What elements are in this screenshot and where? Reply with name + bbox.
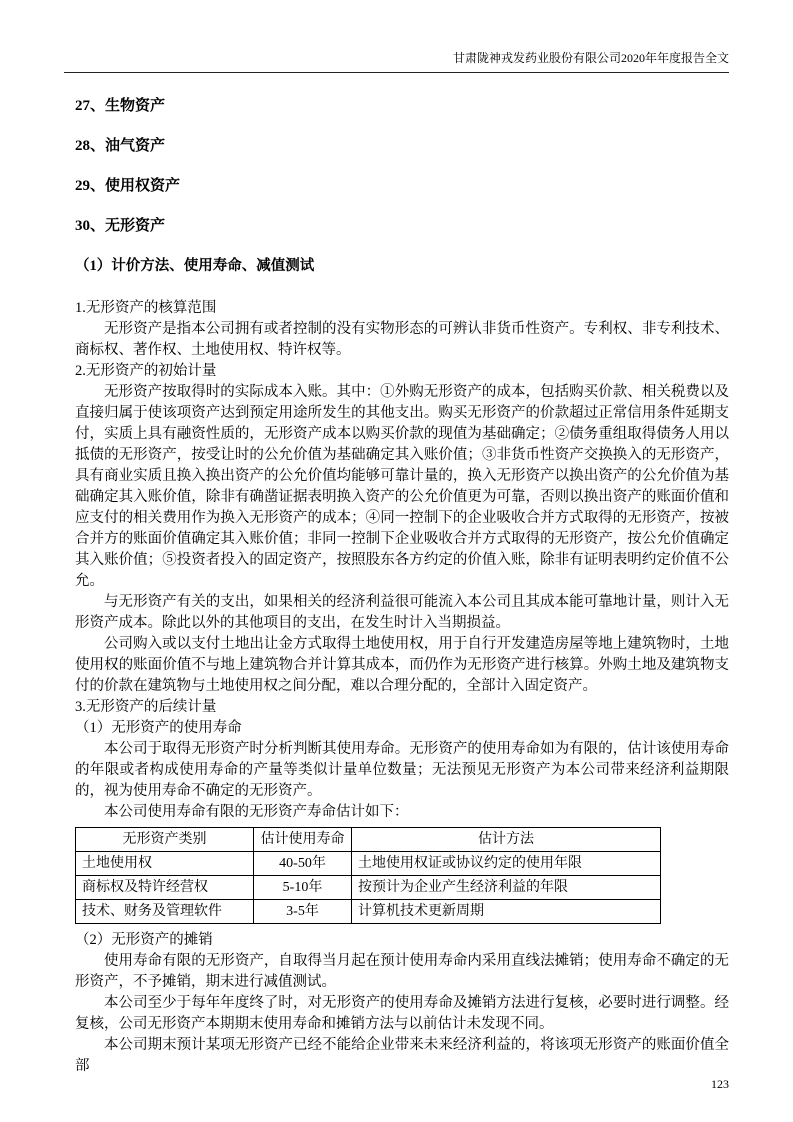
section2-paragraph-2: 与无形资产有关的支出，如果相关的经济利益很可能流入本公司且其成本能可靠地计量，则计入无形资产成本。除此以外的其他项目的支出，在发生时计入当期损益。 <box>75 594 729 631</box>
table-header-category: 无形资产类别 <box>76 828 254 852</box>
section2-title: 2.无形资产的初始计量 <box>75 363 217 379</box>
page-number: 123 <box>711 1077 729 1091</box>
table-cell-method: 按预计为企业产生经济利益的年限 <box>352 876 661 900</box>
section3-sub2-title: （2）无形资产的摊销 <box>75 932 213 948</box>
section3-paragraph-2: 本公司使用寿命有限的无形资产寿命估计如下： <box>104 804 409 820</box>
heading-intangible-assets: 30、无形资产 <box>75 218 166 234</box>
heading-valuation-method: （1）计价方法、使用寿命、减值测试 <box>75 258 315 274</box>
heading-oil-gas-assets: 28、油气资产 <box>75 138 166 154</box>
section1-title: 1.无形资产的核算范围 <box>75 300 217 316</box>
section3-sub1-title: （1）无形资产的使用寿命 <box>75 720 242 736</box>
section3-paragraph-4: 本公司至少于每年年度终了时，对无形资产的使用寿命及摊销方法进行复核，必要时进行调整。经复核，公司无形资产本期期末使用寿命和摊销方法与以前估计未发现不同。 <box>75 995 729 1032</box>
table-header-estimate-method: 估计方法 <box>352 828 661 852</box>
table-row <box>76 876 661 900</box>
table-cell-category: 技术、财务及管理软件 <box>76 900 254 924</box>
table-cell-category: 商标权及特许经营权 <box>76 876 254 900</box>
table-cell-useful-life: 5-10年 <box>254 876 352 900</box>
section1-paragraph: 无形资产是指本公司拥有或者控制的没有实物形态的可辨认非货币性资产。专利权、非专利技术、商标权、著作权、土地使用权、特许权等。 <box>75 321 729 358</box>
table-cell-useful-life: 40-50年 <box>254 852 352 876</box>
section3-paragraph-1: 本公司于取得无形资产时分析判断其使用寿命。无形资产的使用寿命如为有限的，估计该使用寿命的年限或者构成使用寿命的产量等类似计量单位数量；无法预见无形资产为本公司带来经济利益期限的，视为使用寿命不确定的无形资产。 <box>75 741 729 799</box>
section3-title: 3.无形资产的后续计量 <box>75 699 217 715</box>
table-row <box>76 900 661 924</box>
table-cell-method: 土地使用权证或协议约定的使用年限 <box>352 852 661 876</box>
section2-paragraph-3: 公司购入或以支付土地出让金方式取得土地使用权，用于自行开发建造房屋等地上建筑物时，土地使用权的账面价值不与地上建筑物合并计算其成本，而仍作为无形资产进行核算。外购土地及建筑物支付的价款在建筑物与土地使用权之间分配，难以合理分配的，全部计入固定资产。 <box>75 636 729 694</box>
table-cell-category: 土地使用权 <box>76 852 254 876</box>
content-area <box>75 96 729 1077</box>
section3-paragraph-3: 使用寿命有限的无形资产，自取得当月起在预计使用寿命内采用直线法摊销；使用寿命不确定的无形资产，不予摊销，期末进行减值测试。 <box>75 953 729 990</box>
section3-paragraph-5: 本公司期末预计某项无形资产已经不能给企业带来未来经济利益的，将该项无形资产的账面价值全部 <box>75 1037 729 1074</box>
table-cell-method: 计算机技术更新周期 <box>352 900 661 924</box>
table-cell-useful-life: 3-5年 <box>254 900 352 924</box>
table-row <box>76 852 661 876</box>
heading-right-of-use-assets: 29、使用权资产 <box>75 178 181 194</box>
page-header <box>64 50 729 73</box>
section2-paragraph-1: 无形资产按取得时的实际成本入账。其中：①外购无形资产的成本，包括购买价款、相关税费以及直接归属于使该项资产达到预定用途所发生的其他支出。购买无形资产的价款超过正常信用条件延期支付，实质上具有融资性质的，无形资产成本以购买价款的现值为基础确定；②债务重组取得债务人用以抵债的无形资产，按受让时的公允价值为基础确定其入账价值；③非货币性资产交换换入的无形资产，具有商业实质且换入换出资产的公允价值均能够可靠计量的，换入无形资产以换出资产的公允价值为基础确定其入账价值，除非有确凿证据表明换入资产的公允价值更为可靠，否则以换出资产的账面价值和应支付的相关费用作为换入无形资产的成本；④同一控制下的企业吸收合并方式取得的无形资产，按被合并方的账面价值确定其入账价值；非同一控制下企业吸收合并方式取得的无形资产，按公允价值确定其入账价值；⑤投资者投入的固定资产，按照股东各方约定的价值入账，除非有证明表明约定价值不公允。 <box>75 384 729 589</box>
table-header-useful-life: 估计使用寿命 <box>254 828 352 852</box>
header-title: 甘肃陇神戎发药业股份有限公司2020年年度报告全文 <box>452 51 729 65</box>
useful-life-table <box>75 827 661 924</box>
page-footer <box>711 1077 729 1092</box>
table-header-row <box>76 828 661 852</box>
heading-biological-assets: 27、生物资产 <box>75 98 166 114</box>
